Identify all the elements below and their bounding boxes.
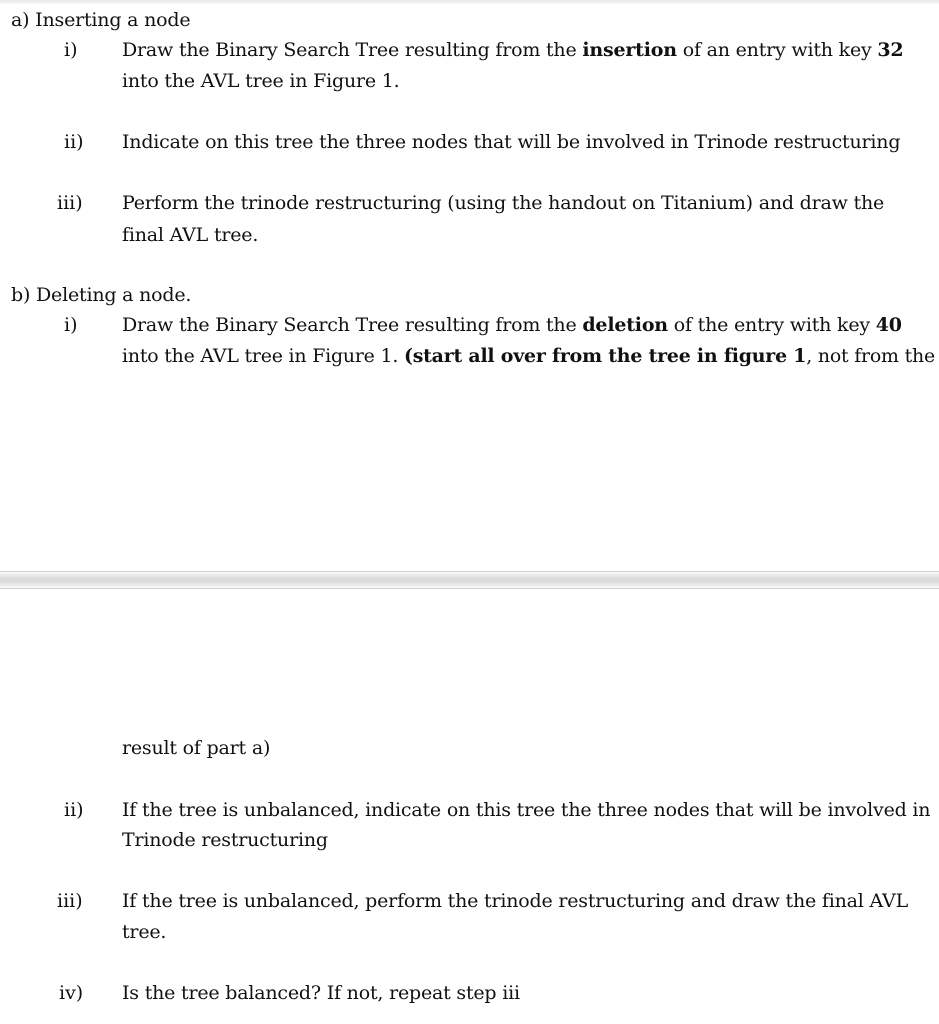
item-b-ii-line1: If the tree is unbalanced, indicate on this tree the three nodes that will be involved in xyxy=(122,799,931,821)
item-b-iv-line1: Is the tree balanced? If not, repeat step iii xyxy=(122,982,520,1004)
item-a-i-number: i) xyxy=(64,39,78,61)
section-a-heading: a) Inserting a node xyxy=(11,9,191,31)
page-break-divider xyxy=(0,571,939,589)
item-b-i-line1: Draw the Binary Search Tree resulting from the deletion of the entry with key 40 xyxy=(122,314,902,336)
item-a-ii-number: ii) xyxy=(64,131,84,153)
item-b-ii-line2: Trinode restructuring xyxy=(122,829,328,851)
item-a-ii-line1: Indicate on this tree the three nodes that will be involved in Trinode restructuring xyxy=(122,131,901,153)
top-edge-rule xyxy=(0,0,939,4)
item-b-iii-line2: tree. xyxy=(122,921,167,943)
item-a-iii-line2: final AVL tree. xyxy=(122,224,259,246)
item-b-i-line2: into the AVL tree in Figure 1. (start all over from the tree in figure 1, not from the xyxy=(122,345,935,367)
item-b-iii-number: iii) xyxy=(57,890,83,912)
section-b-heading: b) Deleting a node. xyxy=(11,284,192,306)
item-a-i-line2: into the AVL tree in Figure 1. xyxy=(122,70,400,92)
item-b-i-number: i) xyxy=(64,314,78,336)
item-a-iii-line1: Perform the trinode restructuring (using the handout on Titanium) and draw the xyxy=(122,192,885,214)
item-b-ii-number: ii) xyxy=(64,799,84,821)
item-b-iii-line1: If the tree is unbalanced, perform the trinode restructuring and draw the final AVL xyxy=(122,890,908,912)
item-a-i-line1: Draw the Binary Search Tree resulting from the insertion of an entry with key 32 xyxy=(122,39,904,61)
item-a-iii-number: iii) xyxy=(57,192,83,214)
item-b-i-line3: result of part a) xyxy=(122,737,271,759)
item-b-iv-number: iv) xyxy=(59,982,84,1004)
